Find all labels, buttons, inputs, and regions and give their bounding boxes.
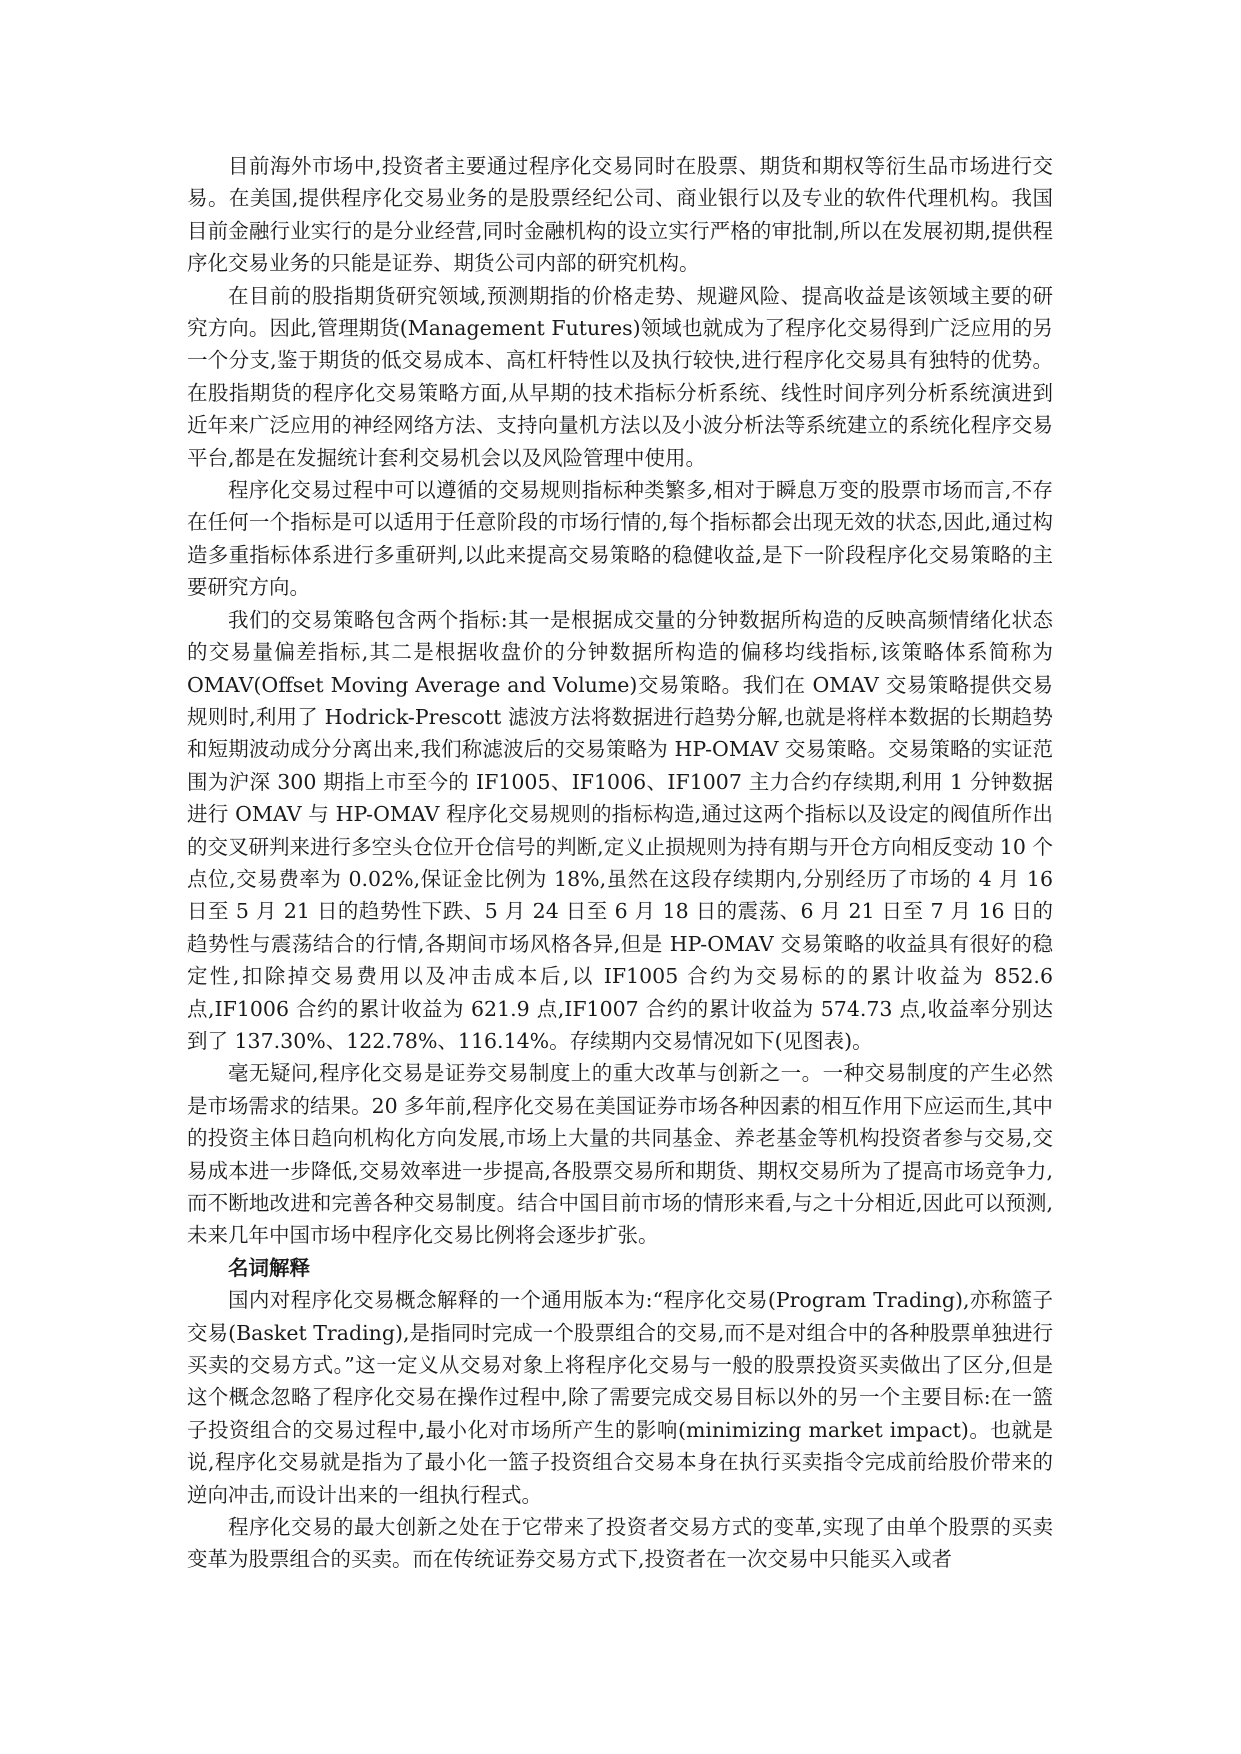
paragraph-overseas-markets: 目前海外市场中,投资者主要通过程序化交易同时在股票、期货和期权等衍生品市场进行交易。在美国,提供程序化交易业务的是股票经纪公司、商业银行以及专业的软件代理机构。我国目前金融行业实行的是分业经营,同时金融机构的设立实行严格的审批制,所以在发展初期,提供程序化交易业务的只能是证券、期货公司内部的研究机构。: [187, 154, 1053, 276]
paragraph-trading-system-reform: 毫无疑问,程序化交易是证券交易制度上的重大改革与创新之一。一种交易制度的产生必然是市场需求的结果。20 多年前,程序化交易在美国证券市场各种因素的相互作用下应运而生,其中的投资主体日趋向机构化方向发展,市场上大量的共同基金、养老基金等机构投资者参与交易,交易成本进一步降低,交易效率进一步提高,各股票交易所和期货、期权交易所为了提高市场竞争力,而不断地改进和完善各种交易制度。结合中国目前市场的情形来看,与之十分相近,因此可以预测,未来几年中国市场中程序化交易比例将会逐步扩张。: [187, 1061, 1053, 1248]
section-heading-glossary: 名词解释: [228, 1255, 310, 1280]
paragraph-program-trading-innovation: 程序化交易的最大创新之处在于它带来了投资者交易方式的变革,实现了由单个股票的买卖变革为股票组合的买卖。而在传统证券交易方式下,投资者在一次交易中只能买入或者: [187, 1515, 1053, 1572]
paragraph-index-futures-research: 在目前的股指期货研究领域,预测期指的价格走势、规避风险、提高收益是该领域主要的研究方向。因此,管理期货(Management Futures)领域也就成为了程序化交易得到广泛应用的另一个分支,鉴于期货的低交易成本、高杠杆特性以及执行较快,进行程序化交易具有独特的优势。在股指期货的程序化交易策略方面,从早期的技术指标分析系统、线性时间序列分析系统演进到近年来广泛应用的神经网络方法、支持向量机方法以及小波分析法等系统建立的系统化程序交易平台,都是在发掘统计套利交易机会以及风险管理中使用。: [187, 283, 1053, 470]
paragraph-trading-rules-indicators: 程序化交易过程中可以遵循的交易规则指标种类繁多,相对于瞬息万变的股票市场而言,不存在任何一个指标是可以适用于任意阶段的市场行情的,每个指标都会出现无效的状态,因此,通过构造多重指标体系进行多重研判,以此来提高交易策略的稳健收益,是下一阶段程序化交易策略的主要研究方向。: [187, 478, 1053, 600]
paragraph-program-trading-definition: 国内对程序化交易概念解释的一个通用版本为:“程序化交易(Program Trading),亦称篮子交易(Basket Trading),是指同时完成一个股票组合的交易,而不是对组合中的各种股票单独进行买卖的交易方式。”这一定义从交易对象上将程序化交易与一般的股票投资买卖做出了区分,但是这个概念忽略了程序化交易在操作过程中,除了需要完成交易目标以外的另一个主要目标:在一篮子投资组合的交易过程中,最小化对市场所产生的影响(minimizing market impact)。也就是说,程序化交易就是指为了最小化一篮子投资组合交易本身在执行买卖指令完成前给股价带来的逆向冲击,而设计出来的一组执行程式。: [187, 1288, 1053, 1507]
document-body: [187, 150, 1053, 1576]
paragraph-omav-strategy: 我们的交易策略包含两个指标:其一是根据成交量的分钟数据所构造的反映高频情绪化状态的交易量偏差指标,其二是根据收盘价的分钟数据所构造的偏移均线指标,该策略体系简称为 OMAV(Offset Moving Average and Volume)交易策略。我们在 OMAV 交易策略提供交易规则时,利用了 Hodrick-Prescott 滤波方法将数据进行趋势分解,也就是将样本数据的长期趋势和短期波动成分分离出来,我们称滤波后的交易策略为 HP-OMAV 交易策略。交易策略的实证范围为沪深 300 期指上市至今的 IF1005、IF1006、IF1007 主力合约存续期,利用 1 分钟数据进行 OMAV 与 HP-OMAV 程序化交易规则的指标构造,通过这两个指标以及设定的阀值所作出的交叉研判来进行多空头仓位开仓信号的判断,定义止损规则为持有期与开仓方向相反变动 10 个点位,交易费率为 0.02%,保证金比例为 18%,虽然在这段存续期内,分别经历了市场的 4 月 16 日至 5 月 21 日的趋势性下跌、5 月 24 日至 6 月 18 日的震荡、6 月 21 日至 7 月 16 日的趋势性与震荡结合的行情,各期间市场风格各异,但是 HP-OMAV 交易策略的收益具有很好的稳定性,扣除掉交易费用以及冲击成本后,以 IF1005 合约为交易标的的累计收益为 852.6 点,IF1006 合约的累计收益为 621.9 点,IF1007 合约的累计收益为 574.73 点,收益率分别达到了 137.30%、122.78%、116.14%。存续期内交易情况如下(见图表)。: [187, 607, 1053, 1053]
